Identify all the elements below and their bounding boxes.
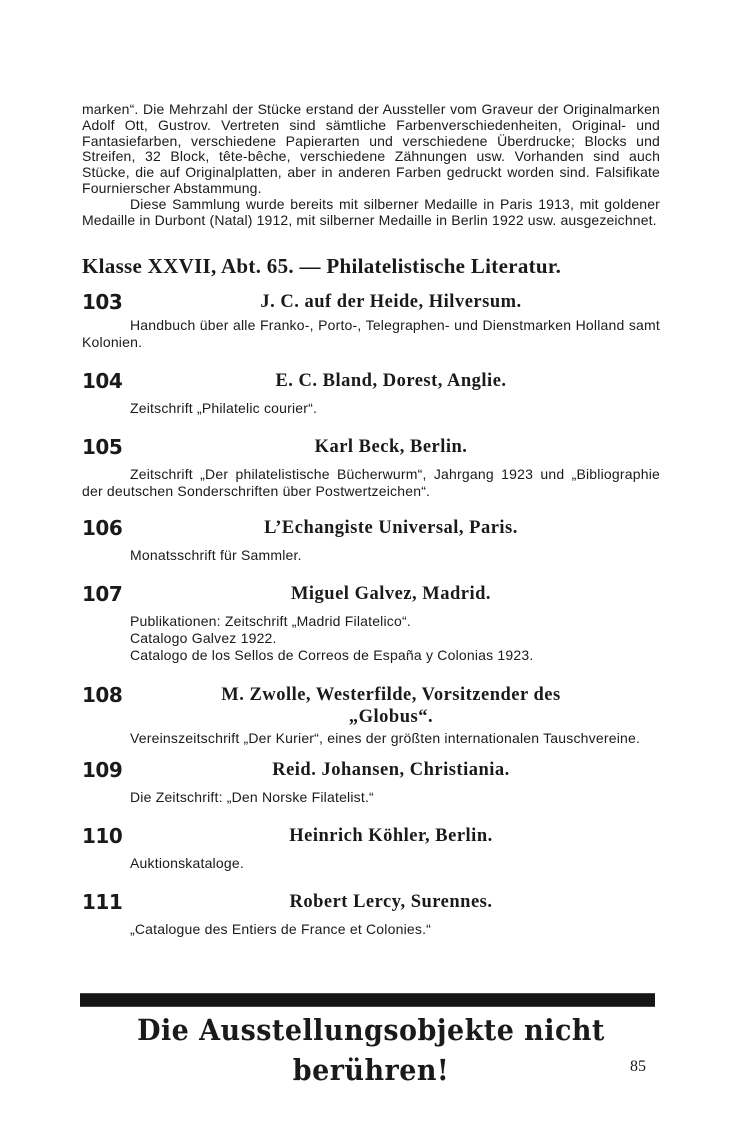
entry-description-line: Catalogo Galvez 1922. <box>130 630 277 647</box>
entry-name: L’Echangiste Universal, Paris. <box>264 518 518 539</box>
entry-name: Karl Beck, Berlin. <box>314 437 468 458</box>
entry-name: J. C. auf der Heide, Hilversum. <box>260 292 522 313</box>
list-item <box>82 889 660 938</box>
warning-banner: Die Ausstellungsobjekte nicht berühren! <box>137 1013 605 1087</box>
entry-name: E. C. Bland, Dorest, Anglie. <box>275 371 507 392</box>
intro-paragraph: marken“. Die Mehrzahl der Stücke erstand der Aussteller vom Graveur der Originalmarken Adolf Ott, Gustrov. Vertreten sind sämtliche Farbenverschiedenheiten, Original- und Fantasiefarben, verschiedene Papierarten und verschiedene Überdrucke; Blocks und Streifen, 32 Block, tête-bêche, verschiedene Zähnungen usw. Vorhanden sind auch Stücke, die auf Originalplatten, aber in anderen Farben gedruckt worden sind. Falsifikate Fournierscher Abstammung. <box>82 101 660 196</box>
entry-number: 105 <box>82 435 123 460</box>
entry-number: 104 <box>82 369 123 394</box>
list-item <box>82 757 660 806</box>
entry-name-line: M. Zwolle, Westerfilde, Vorsitzender des <box>221 685 561 706</box>
entry-number: 111 <box>82 890 123 915</box>
page-content <box>82 102 660 938</box>
entry-description: Vereinszeitschrift „Der Kurier“, eines der größten internationalen Tauschvereine. <box>130 730 641 747</box>
list-item <box>82 823 660 872</box>
entry-description: Zeitschrift „Philatelic courier“. <box>130 400 318 417</box>
entry-description: Zeitschrift „Der philatelistische Bücherwurm“, Jahrgang 1923 und „Bibliographie der deutschen Sonderschriften über Postwertzeichen“. <box>82 466 660 500</box>
entry-name: Miguel Galvez, Madrid. <box>290 584 492 605</box>
horizontal-rule <box>80 993 655 1007</box>
entry-number: 106 <box>82 516 123 541</box>
list-item <box>82 434 660 500</box>
entry-description: Monatsschrift für Sammler. <box>130 547 302 564</box>
entry-name: Reid. Johansen, Christiania. <box>272 760 510 781</box>
intro-paragraph: Diese Sammlung wurde bereits mit silberner Medaille in Paris 1913, mit goldener Medaille in Durbont (Natal) 1912, mit silberner Medaille in Berlin 1922 usw. ausgezeichnet. <box>82 195 660 228</box>
list-item <box>82 289 660 351</box>
entry-description: Auktionskataloge. <box>130 855 244 872</box>
entry-description-line: Catalogo de los Sellos de Correos de España y Colonias 1923. <box>130 647 534 664</box>
entry-name-line: „Globus“. <box>348 707 434 728</box>
list-item <box>82 581 660 664</box>
page-number: 85 <box>630 1058 646 1075</box>
entry-description-line: Publikationen: Zeitschrift „Madrid Filatelico“. <box>130 613 411 630</box>
section-heading: Klasse XXVII, Abt. 65. — Philatelistische Literatur. <box>82 254 562 279</box>
entry-description: Die Zeitschrift: „Den Norske Filatelist.“ <box>130 789 374 806</box>
entry-number: 103 <box>82 290 123 315</box>
list-item <box>82 515 660 564</box>
entry-description: Handbuch über alle Franko-, Porto-, Telegraphen- und Dienstmarken Holland samt Kolonien. <box>82 317 660 351</box>
entry-number: 109 <box>82 758 123 783</box>
entry-number: 107 <box>82 582 123 607</box>
entry-name: Heinrich Köhler, Berlin. <box>289 826 493 847</box>
entry-number: 108 <box>82 683 123 708</box>
list-item <box>82 368 660 417</box>
list-item <box>82 682 660 747</box>
entry-description <box>82 613 660 664</box>
entry-name: Robert Lercy, Surennes. <box>289 892 493 913</box>
entry-name <box>122 684 660 728</box>
intro-text <box>82 102 660 228</box>
entry-description: „Catalogue des Entiers de France et Colonies.“ <box>130 921 432 938</box>
entry-number: 110 <box>82 824 123 849</box>
